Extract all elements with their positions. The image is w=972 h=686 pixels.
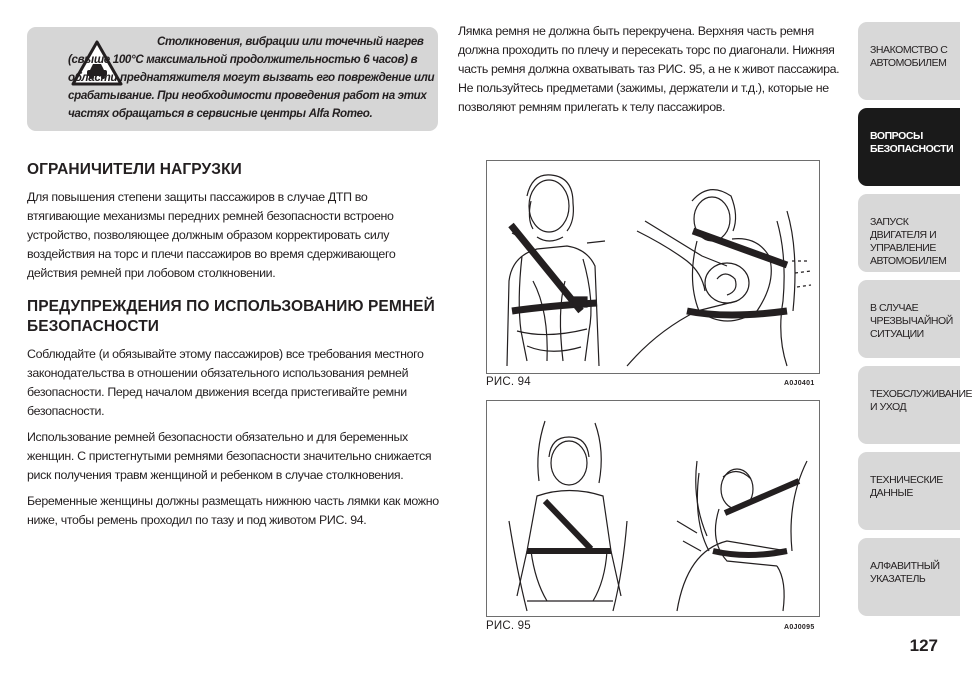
figure-95-label: РИС. 95 bbox=[486, 620, 531, 632]
paragraph: Соблюдайте (и обязывайте этому пассажиров) все требования местного законодательства в отношении обязательного использования ремней безопасности. Перед началом движения всегда пристегивайте ремни безопасности. bbox=[27, 347, 424, 418]
paragraph: Использование ремней безопасности обязательно и для беременных женщин. С пристегнутыми ремнями безопасности значительно снижается риск получения травм женщиной и ребенком в случае столкновения. bbox=[27, 430, 432, 482]
figure-94-label: РИС. 94 bbox=[486, 376, 531, 388]
tab-technical-data[interactable]: ТЕХНИЧЕСКИЕ ДАННЫЕ bbox=[858, 452, 960, 530]
figure-95-code: A0J0095 bbox=[784, 624, 815, 631]
figure-94-pregnant-passenger-illustration bbox=[486, 160, 820, 374]
tab-emergency[interactable]: В СЛУЧАЕ ЧРЕЗВЫЧАЙНОЙ СИТУАЦИИ bbox=[858, 280, 960, 358]
chapter-tabs bbox=[858, 22, 972, 624]
warning-box bbox=[27, 27, 438, 131]
paragraph: Для повышения степени защиты пассажиров в случае ДТП во втягивающие механизмы передних ремней безопасности встроено устройство, позволяющее должным образом корректировать силу воздействия на торс и плечи пассажиров во время сдерживающего действия ремней при лобовом столкновении. bbox=[27, 190, 396, 280]
page-number: 127 bbox=[909, 636, 938, 655]
section-heading-belt-warnings: ПРЕДУПРЕЖДЕНИЯ ПО ИСПОЛЬЗОВАНИЮ РЕМНЕЙ БЕЗОПАСНОСТИ bbox=[27, 298, 435, 335]
warning-text: Столкновения, вибрации или точечный нагрев (свыше 100°C максимальной продолжительностью 6 часов) в области преднатяжителя могут вызвать его повреждение или срабатывание. При необходимости проведения работ на этих частях обращаться в сервисные центры Alfa Romeo. bbox=[68, 35, 435, 120]
tab-safety[interactable]: ВОПРОСЫ БЕЗОПАСНОСТИ bbox=[858, 108, 960, 186]
paragraph: Беременные женщины должны размещать нижнюю часть лямки как можно ниже, чтобы ремень проходил по тазу и под животом РИС. 94. bbox=[27, 494, 439, 527]
figure-94-code: A0J0401 bbox=[784, 380, 815, 387]
tab-introduction[interactable]: ЗНАКОМСТВО С АВТОМОБИЛЕМ bbox=[858, 22, 960, 100]
belt-routing-text: Лямка ремня не должна быть перекручена. Верхняя часть ремня должна проходить по плечу и пересекать торс по диагонали. Нижняя часть ремня должна охватывать таз РИС. 95, а не к живот пассажира. Не пользуйтесь предметами (зажимы, держатели и т.д.), которые не позволяют ремням прилегать к телу пассажиров. bbox=[458, 24, 840, 114]
tab-maintenance[interactable]: ТЕХОБСЛУЖИВАНИЕ И УХОД bbox=[858, 366, 960, 444]
figure-95-belt-position-illustration bbox=[486, 400, 820, 617]
section-heading-load-limiters: ОГРАНИЧИТЕЛИ НАГРУЗКИ bbox=[27, 161, 242, 178]
tab-index[interactable]: АЛФАВИТНЫЙ УКАЗАТЕЛЬ bbox=[858, 538, 960, 616]
main-text-column bbox=[27, 160, 441, 537]
tab-starting-and-driving[interactable]: ЗАПУСК ДВИГАТЕЛЯ И УПРАВЛЕНИЕ АВТОМОБИЛЕМ bbox=[858, 194, 960, 272]
